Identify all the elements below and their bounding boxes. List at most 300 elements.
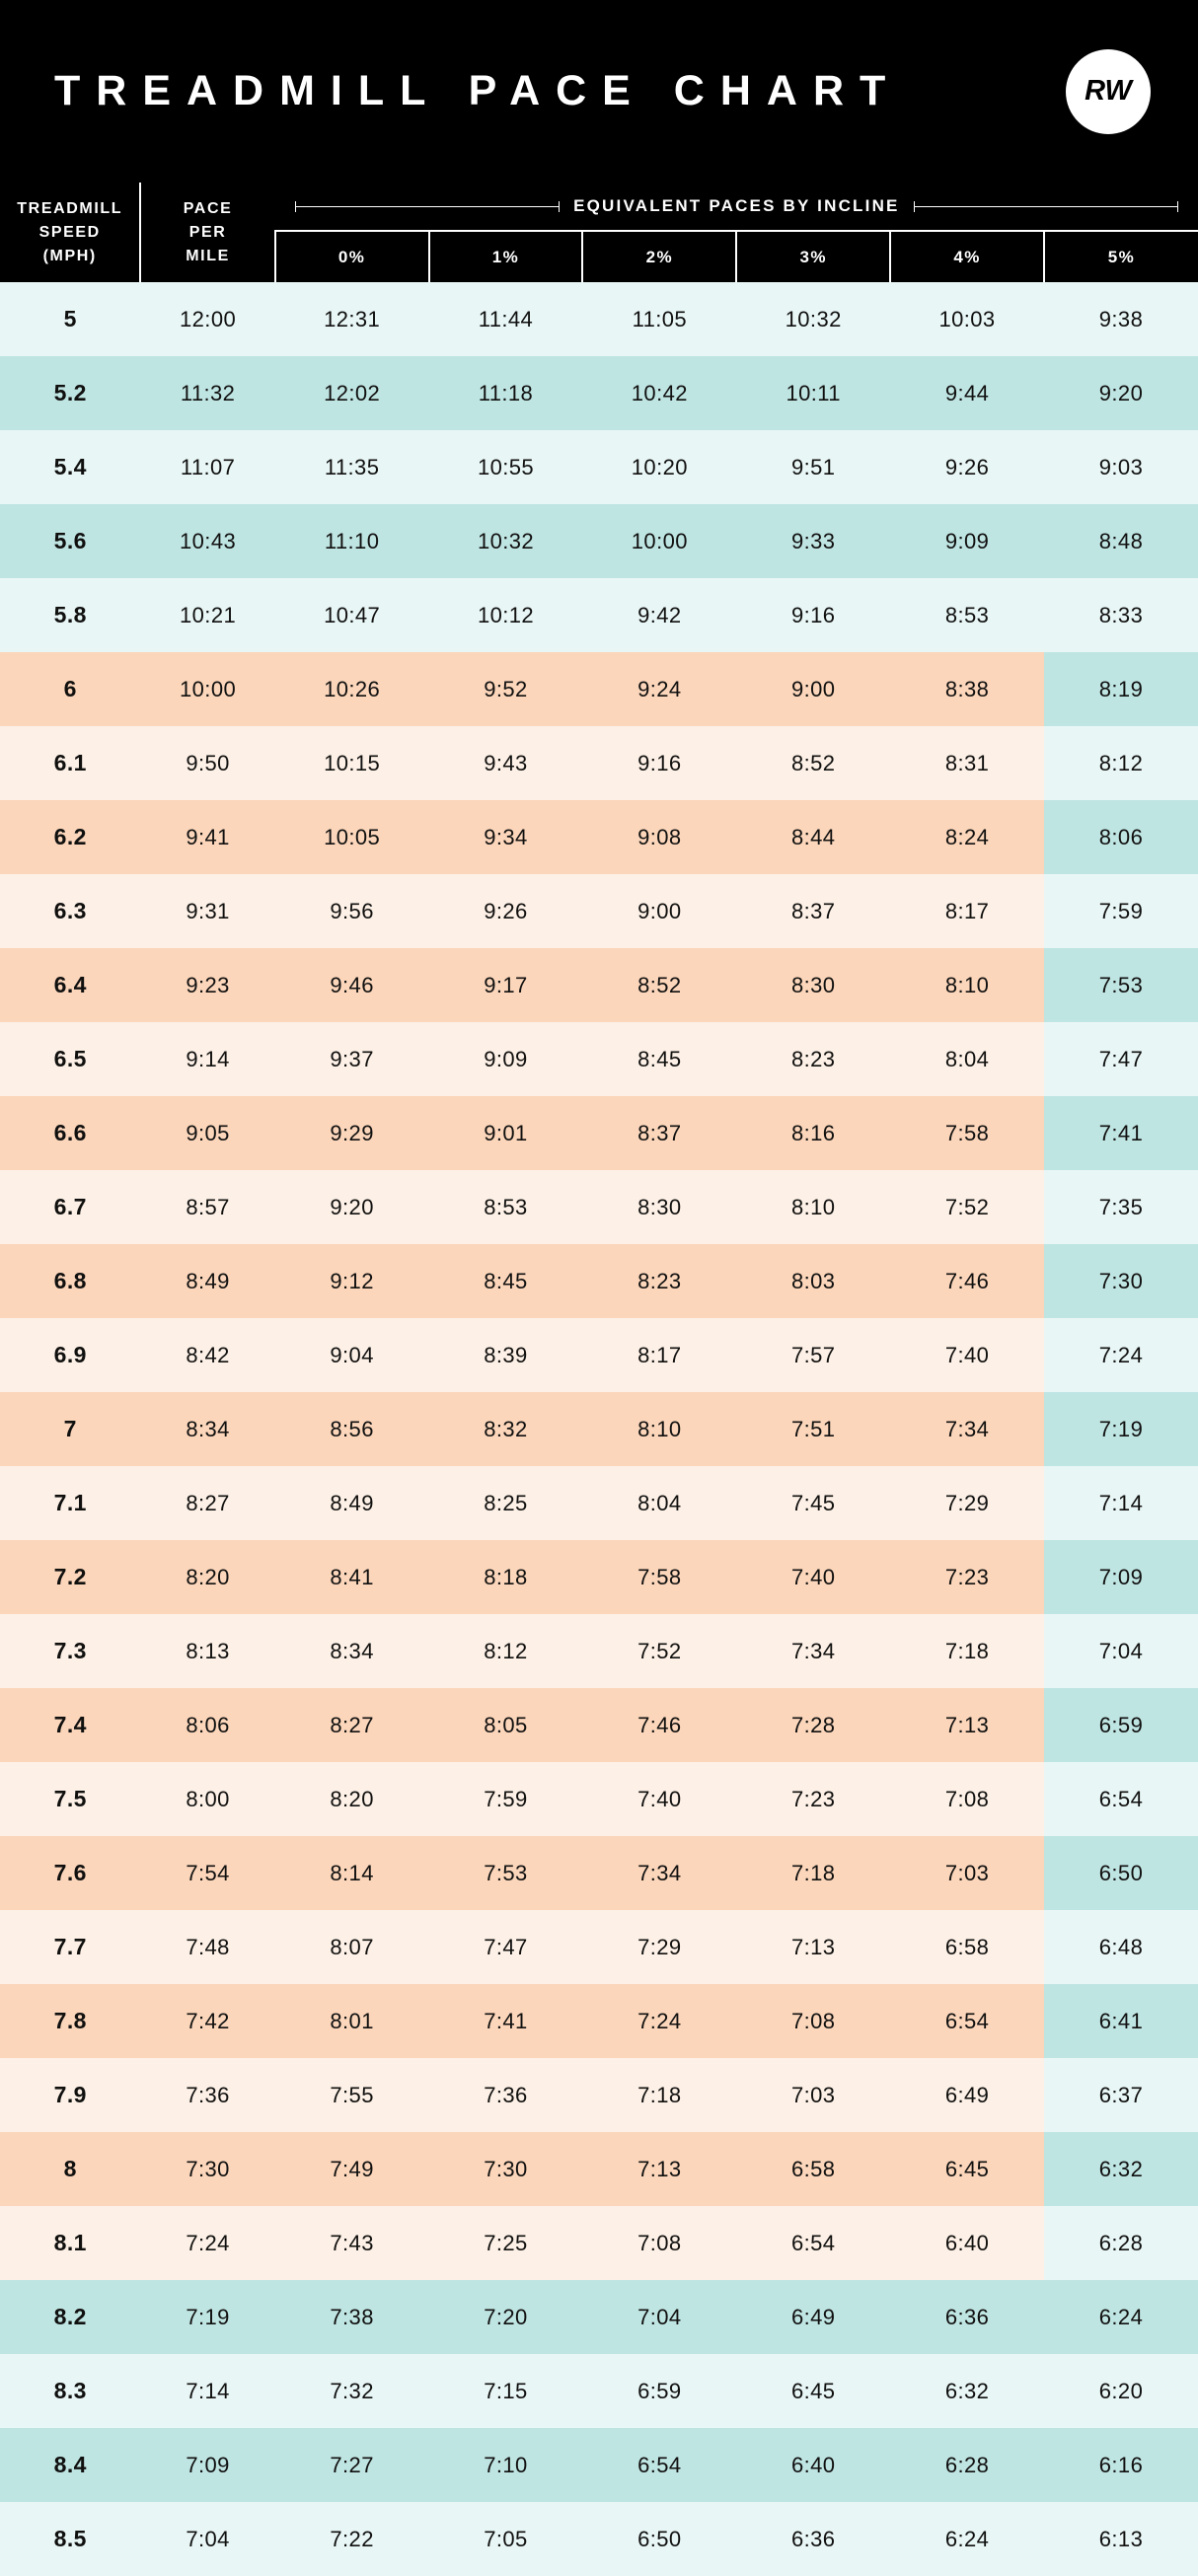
table-row — [0, 1392, 1198, 1466]
table-head — [0, 183, 1198, 282]
cell-pace: 9:41 — [140, 800, 274, 874]
cell-p4: 6:58 — [890, 1910, 1044, 1984]
cell-p5: 8:06 — [1044, 800, 1198, 874]
cell-p4: 6:49 — [890, 2058, 1044, 2132]
cell-p4: 8:04 — [890, 1022, 1044, 1096]
col-header-3pct: 3% — [736, 231, 890, 282]
cell-p2: 7:40 — [582, 1762, 736, 1836]
cell-p1: 9:17 — [429, 948, 583, 1022]
cell-p1: 7:20 — [429, 2280, 583, 2354]
col-header-pace-line2: PER — [188, 223, 227, 241]
col-header-pace-line3: MILE — [186, 247, 230, 264]
cell-pace: 12:00 — [140, 282, 274, 356]
cell-p2: 9:16 — [582, 726, 736, 800]
cell-p1: 7:30 — [429, 2132, 583, 2206]
cell-speed: 7.4 — [0, 1688, 140, 1762]
cell-p4: 6:24 — [890, 2502, 1044, 2576]
cell-p2: 10:42 — [582, 356, 736, 430]
cell-p4: 7:40 — [890, 1318, 1044, 1392]
cell-p3: 8:52 — [736, 726, 890, 800]
cell-p1: 8:32 — [429, 1392, 583, 1466]
cell-speed: 7.6 — [0, 1836, 140, 1910]
rule-left — [295, 206, 560, 207]
col-header-0pct: 0% — [275, 231, 429, 282]
cell-p3: 7:18 — [736, 1836, 890, 1910]
cell-p3: 8:44 — [736, 800, 890, 874]
cell-speed: 7 — [0, 1392, 140, 1466]
cell-p3: 7:23 — [736, 1762, 890, 1836]
cell-p2: 8:17 — [582, 1318, 736, 1392]
cell-p0: 11:10 — [275, 504, 429, 578]
cell-p5: 6:50 — [1044, 1836, 1198, 1910]
table-row — [0, 1170, 1198, 1244]
cell-pace: 7:24 — [140, 2206, 274, 2280]
cell-p4: 7:23 — [890, 1540, 1044, 1614]
cell-p2: 7:24 — [582, 1984, 736, 2058]
cell-p2: 8:52 — [582, 948, 736, 1022]
cell-p1: 7:15 — [429, 2354, 583, 2428]
rule-right — [914, 206, 1178, 207]
cell-speed: 7.7 — [0, 1910, 140, 1984]
cell-p1: 7:10 — [429, 2428, 583, 2502]
col-header-speed — [0, 183, 140, 282]
cell-p5: 6:37 — [1044, 2058, 1198, 2132]
table-row — [0, 1466, 1198, 1540]
cell-p0: 8:27 — [275, 1688, 429, 1762]
cell-p3: 7:45 — [736, 1466, 890, 1540]
pace-table — [0, 183, 1198, 2576]
cell-p5: 9:38 — [1044, 282, 1198, 356]
cell-speed: 6.2 — [0, 800, 140, 874]
cell-p3: 9:16 — [736, 578, 890, 652]
cell-pace: 7:30 — [140, 2132, 274, 2206]
cell-p2: 10:00 — [582, 504, 736, 578]
table-row — [0, 356, 1198, 430]
cell-p4: 7:58 — [890, 1096, 1044, 1170]
cell-p0: 7:38 — [275, 2280, 429, 2354]
cell-p0: 7:43 — [275, 2206, 429, 2280]
cell-p4: 7:03 — [890, 1836, 1044, 1910]
cell-p3: 6:45 — [736, 2354, 890, 2428]
cell-p1: 7:53 — [429, 1836, 583, 1910]
cell-pace: 8:20 — [140, 1540, 274, 1614]
cell-p3: 7:28 — [736, 1688, 890, 1762]
cell-p4: 7:08 — [890, 1762, 1044, 1836]
table-row — [0, 2354, 1198, 2428]
cell-p0: 9:56 — [275, 874, 429, 948]
cell-p5: 9:20 — [1044, 356, 1198, 430]
cell-p0: 8:56 — [275, 1392, 429, 1466]
cell-p2: 9:00 — [582, 874, 736, 948]
cell-p0: 9:29 — [275, 1096, 429, 1170]
cell-p1: 7:25 — [429, 2206, 583, 2280]
cell-speed: 6.1 — [0, 726, 140, 800]
cell-pace: 8:13 — [140, 1614, 274, 1688]
cell-p0: 8:34 — [275, 1614, 429, 1688]
cell-p5: 6:16 — [1044, 2428, 1198, 2502]
cell-pace: 10:43 — [140, 504, 274, 578]
cell-p3: 8:16 — [736, 1096, 890, 1170]
cell-p2: 7:34 — [582, 1836, 736, 1910]
cell-p5: 7:14 — [1044, 1466, 1198, 1540]
table-row — [0, 504, 1198, 578]
cell-pace: 8:00 — [140, 1762, 274, 1836]
cell-p5: 6:32 — [1044, 2132, 1198, 2206]
cell-p2: 7:04 — [582, 2280, 736, 2354]
cell-p5: 7:59 — [1044, 874, 1198, 948]
cell-p5: 6:20 — [1044, 2354, 1198, 2428]
table-body — [0, 282, 1198, 2576]
cell-p1: 7:05 — [429, 2502, 583, 2576]
cell-pace: 7:42 — [140, 1984, 274, 2058]
cell-p3: 9:00 — [736, 652, 890, 726]
cell-pace: 10:00 — [140, 652, 274, 726]
cell-pace: 8:57 — [140, 1170, 274, 1244]
cell-p5: 8:48 — [1044, 504, 1198, 578]
cell-pace: 7:54 — [140, 1836, 274, 1910]
table-row — [0, 1540, 1198, 1614]
cell-p0: 12:02 — [275, 356, 429, 430]
cell-p5: 6:13 — [1044, 2502, 1198, 2576]
cell-p0: 7:32 — [275, 2354, 429, 2428]
cell-p3: 7:34 — [736, 1614, 890, 1688]
cell-pace: 8:06 — [140, 1688, 274, 1762]
cell-p5: 6:41 — [1044, 1984, 1198, 2058]
cell-speed: 7.8 — [0, 1984, 140, 2058]
cell-p3: 7:40 — [736, 1540, 890, 1614]
cell-p4: 7:52 — [890, 1170, 1044, 1244]
cell-p5: 7:47 — [1044, 1022, 1198, 1096]
cell-speed: 6.5 — [0, 1022, 140, 1096]
cell-pace: 8:49 — [140, 1244, 274, 1318]
col-header-pace — [140, 183, 274, 282]
cell-p5: 6:24 — [1044, 2280, 1198, 2354]
cell-speed: 7.3 — [0, 1614, 140, 1688]
cell-p1: 7:36 — [429, 2058, 583, 2132]
cell-p0: 10:05 — [275, 800, 429, 874]
cell-p1: 9:34 — [429, 800, 583, 874]
cell-p1: 7:59 — [429, 1762, 583, 1836]
table-row — [0, 1022, 1198, 1096]
cell-p0: 10:47 — [275, 578, 429, 652]
cell-pace: 9:23 — [140, 948, 274, 1022]
cell-p5: 7:35 — [1044, 1170, 1198, 1244]
cell-p2: 7:29 — [582, 1910, 736, 1984]
cell-p0: 9:12 — [275, 1244, 429, 1318]
table-row — [0, 1096, 1198, 1170]
cell-p3: 8:23 — [736, 1022, 890, 1096]
col-header-1pct: 1% — [429, 231, 583, 282]
cell-speed: 8.3 — [0, 2354, 140, 2428]
cell-p4: 9:26 — [890, 430, 1044, 504]
cell-pace: 9:14 — [140, 1022, 274, 1096]
cell-p1: 7:47 — [429, 1910, 583, 1984]
logo-text: RW — [1085, 75, 1132, 107]
cell-p3: 6:58 — [736, 2132, 890, 2206]
table-row — [0, 800, 1198, 874]
col-header-pace-line1: PACE — [183, 199, 233, 217]
cell-p2: 9:24 — [582, 652, 736, 726]
cell-pace: 8:27 — [140, 1466, 274, 1540]
cell-pace: 7:09 — [140, 2428, 274, 2502]
cell-p1: 9:09 — [429, 1022, 583, 1096]
cell-p1: 7:41 — [429, 1984, 583, 2058]
cell-p4: 8:53 — [890, 578, 1044, 652]
table-row — [0, 1244, 1198, 1318]
table-row — [0, 948, 1198, 1022]
cell-p4: 7:46 — [890, 1244, 1044, 1318]
cell-pace: 7:14 — [140, 2354, 274, 2428]
cell-pace: 7:19 — [140, 2280, 274, 2354]
cell-p5: 7:53 — [1044, 948, 1198, 1022]
cell-p0: 9:46 — [275, 948, 429, 1022]
cell-p2: 8:37 — [582, 1096, 736, 1170]
cell-p1: 9:52 — [429, 652, 583, 726]
cell-p5: 6:48 — [1044, 1910, 1198, 1984]
cell-p1: 10:12 — [429, 578, 583, 652]
cell-p2: 8:10 — [582, 1392, 736, 1466]
cell-p3: 10:11 — [736, 356, 890, 430]
cell-speed: 5 — [0, 282, 140, 356]
cell-p2: 8:45 — [582, 1022, 736, 1096]
cell-p5: 7:09 — [1044, 1540, 1198, 1614]
cell-speed: 6.8 — [0, 1244, 140, 1318]
cell-p0: 9:04 — [275, 1318, 429, 1392]
cell-p0: 11:35 — [275, 430, 429, 504]
title-bar — [0, 0, 1198, 183]
cell-speed: 8 — [0, 2132, 140, 2206]
cell-p1: 10:32 — [429, 504, 583, 578]
cell-p2: 7:46 — [582, 1688, 736, 1762]
table-row — [0, 1910, 1198, 1984]
cell-p2: 7:52 — [582, 1614, 736, 1688]
cell-p0: 7:22 — [275, 2502, 429, 2576]
cell-p1: 8:18 — [429, 1540, 583, 1614]
cell-speed: 7.1 — [0, 1466, 140, 1540]
cell-p1: 9:43 — [429, 726, 583, 800]
table-row — [0, 430, 1198, 504]
cell-speed: 5.8 — [0, 578, 140, 652]
cell-p0: 12:31 — [275, 282, 429, 356]
cell-p4: 8:17 — [890, 874, 1044, 948]
cell-p2: 6:50 — [582, 2502, 736, 2576]
table-row — [0, 1984, 1198, 2058]
col-header-speed-line2: SPEED — [38, 223, 101, 241]
cell-p2: 9:08 — [582, 800, 736, 874]
cell-pace: 8:42 — [140, 1318, 274, 1392]
cell-p1: 8:12 — [429, 1614, 583, 1688]
cell-p4: 6:40 — [890, 2206, 1044, 2280]
cell-p0: 7:27 — [275, 2428, 429, 2502]
table-row — [0, 2502, 1198, 2576]
cell-p4: 8:31 — [890, 726, 1044, 800]
cell-p1: 10:55 — [429, 430, 583, 504]
cell-p0: 8:41 — [275, 1540, 429, 1614]
col-header-speed-line3: (MPH) — [42, 247, 97, 264]
cell-p4: 6:36 — [890, 2280, 1044, 2354]
cell-p4: 6:54 — [890, 1984, 1044, 2058]
cell-p2: 8:04 — [582, 1466, 736, 1540]
cell-p4: 10:03 — [890, 282, 1044, 356]
cell-p1: 9:26 — [429, 874, 583, 948]
cell-p1: 9:01 — [429, 1096, 583, 1170]
table-row — [0, 2132, 1198, 2206]
cell-p0: 9:37 — [275, 1022, 429, 1096]
runners-world-logo — [1066, 49, 1151, 134]
table-row — [0, 1762, 1198, 1836]
cell-speed: 6 — [0, 652, 140, 726]
cell-p3: 8:37 — [736, 874, 890, 948]
table-row — [0, 578, 1198, 652]
cell-p5: 8:19 — [1044, 652, 1198, 726]
cell-p1: 8:45 — [429, 1244, 583, 1318]
cell-p5: 7:24 — [1044, 1318, 1198, 1392]
cell-p5: 8:33 — [1044, 578, 1198, 652]
cell-p4: 7:18 — [890, 1614, 1044, 1688]
cell-p1: 11:44 — [429, 282, 583, 356]
cell-p0: 10:15 — [275, 726, 429, 800]
cell-p4: 8:38 — [890, 652, 1044, 726]
table-row — [0, 1836, 1198, 1910]
cell-speed: 6.9 — [0, 1318, 140, 1392]
cell-p1: 8:05 — [429, 1688, 583, 1762]
table-row — [0, 2206, 1198, 2280]
cell-p3: 9:33 — [736, 504, 890, 578]
cell-pace: 11:32 — [140, 356, 274, 430]
cell-speed: 8.5 — [0, 2502, 140, 2576]
cell-pace: 9:50 — [140, 726, 274, 800]
cell-speed: 6.7 — [0, 1170, 140, 1244]
cell-p3: 7:13 — [736, 1910, 890, 1984]
cell-p3: 10:32 — [736, 282, 890, 356]
cell-p1: 11:18 — [429, 356, 583, 430]
cell-p3: 6:49 — [736, 2280, 890, 2354]
table-row — [0, 874, 1198, 948]
cell-p1: 8:39 — [429, 1318, 583, 1392]
cell-speed: 6.6 — [0, 1096, 140, 1170]
cell-speed: 7.9 — [0, 2058, 140, 2132]
cell-pace: 7:36 — [140, 2058, 274, 2132]
cell-p3: 7:57 — [736, 1318, 890, 1392]
cell-p4: 8:24 — [890, 800, 1044, 874]
cell-p0: 8:49 — [275, 1466, 429, 1540]
cell-speed: 7.5 — [0, 1762, 140, 1836]
cell-p1: 8:25 — [429, 1466, 583, 1540]
cell-p5: 6:54 — [1044, 1762, 1198, 1836]
cell-p4: 9:09 — [890, 504, 1044, 578]
cell-p2: 8:23 — [582, 1244, 736, 1318]
group-header-label: EQUIVALENT PACES BY INCLINE — [573, 196, 900, 215]
cell-p4: 6:32 — [890, 2354, 1044, 2428]
cell-p4: 6:45 — [890, 2132, 1044, 2206]
cell-p0: 8:07 — [275, 1910, 429, 1984]
cell-p2: 9:42 — [582, 578, 736, 652]
table-row — [0, 1318, 1198, 1392]
cell-p4: 7:13 — [890, 1688, 1044, 1762]
cell-speed: 6.4 — [0, 948, 140, 1022]
col-header-4pct: 4% — [890, 231, 1044, 282]
cell-p4: 9:44 — [890, 356, 1044, 430]
cell-p4: 6:28 — [890, 2428, 1044, 2502]
cell-p5: 7:30 — [1044, 1244, 1198, 1318]
cell-p5: 6:28 — [1044, 2206, 1198, 2280]
table-row — [0, 726, 1198, 800]
cell-pace: 8:34 — [140, 1392, 274, 1466]
cell-pace: 7:04 — [140, 2502, 274, 2576]
cell-pace: 11:07 — [140, 430, 274, 504]
table-row — [0, 1688, 1198, 1762]
cell-pace: 7:48 — [140, 1910, 274, 1984]
table-row — [0, 2428, 1198, 2502]
cell-p2: 7:18 — [582, 2058, 736, 2132]
cell-speed: 8.1 — [0, 2206, 140, 2280]
cell-p2: 6:54 — [582, 2428, 736, 2502]
col-header-2pct: 2% — [582, 231, 736, 282]
table-row — [0, 2058, 1198, 2132]
cell-p1: 8:53 — [429, 1170, 583, 1244]
cell-p0: 8:14 — [275, 1836, 429, 1910]
cell-p2: 10:20 — [582, 430, 736, 504]
cell-pace: 10:21 — [140, 578, 274, 652]
cell-p4: 7:34 — [890, 1392, 1044, 1466]
cell-speed: 6.3 — [0, 874, 140, 948]
col-header-speed-line1: TREADMILL — [17, 199, 123, 217]
col-header-5pct: 5% — [1044, 231, 1198, 282]
page-title: TREADMILL PACE CHART — [54, 67, 902, 114]
table-row — [0, 1614, 1198, 1688]
cell-p2: 7:58 — [582, 1540, 736, 1614]
cell-p5: 8:12 — [1044, 726, 1198, 800]
cell-p0: 7:55 — [275, 2058, 429, 2132]
cell-p3: 6:36 — [736, 2502, 890, 2576]
table-row — [0, 2280, 1198, 2354]
cell-p0: 8:20 — [275, 1762, 429, 1836]
cell-pace: 9:31 — [140, 874, 274, 948]
cell-speed: 5.4 — [0, 430, 140, 504]
cell-speed: 8.2 — [0, 2280, 140, 2354]
cell-p5: 6:59 — [1044, 1688, 1198, 1762]
cell-p3: 7:08 — [736, 1984, 890, 2058]
cell-p3: 7:03 — [736, 2058, 890, 2132]
cell-p0: 10:26 — [275, 652, 429, 726]
cell-pace: 9:05 — [140, 1096, 274, 1170]
cell-speed: 5.6 — [0, 504, 140, 578]
cell-speed: 8.4 — [0, 2428, 140, 2502]
cell-speed: 5.2 — [0, 356, 140, 430]
cell-p3: 6:54 — [736, 2206, 890, 2280]
cell-p5: 7:19 — [1044, 1392, 1198, 1466]
cell-p2: 8:30 — [582, 1170, 736, 1244]
table-row — [0, 652, 1198, 726]
group-header-row — [0, 183, 1198, 231]
table-row — [0, 282, 1198, 356]
cell-speed: 7.2 — [0, 1540, 140, 1614]
cell-p3: 6:40 — [736, 2428, 890, 2502]
cell-p3: 8:30 — [736, 948, 890, 1022]
group-header-incline — [275, 183, 1198, 231]
cell-p0: 8:01 — [275, 1984, 429, 2058]
cell-p0: 9:20 — [275, 1170, 429, 1244]
cell-p4: 8:10 — [890, 948, 1044, 1022]
cell-p2: 7:08 — [582, 2206, 736, 2280]
cell-p2: 11:05 — [582, 282, 736, 356]
cell-p5: 7:04 — [1044, 1614, 1198, 1688]
cell-p5: 7:41 — [1044, 1096, 1198, 1170]
cell-p5: 9:03 — [1044, 430, 1198, 504]
cell-p3: 9:51 — [736, 430, 890, 504]
cell-p2: 7:13 — [582, 2132, 736, 2206]
cell-p4: 7:29 — [890, 1466, 1044, 1540]
